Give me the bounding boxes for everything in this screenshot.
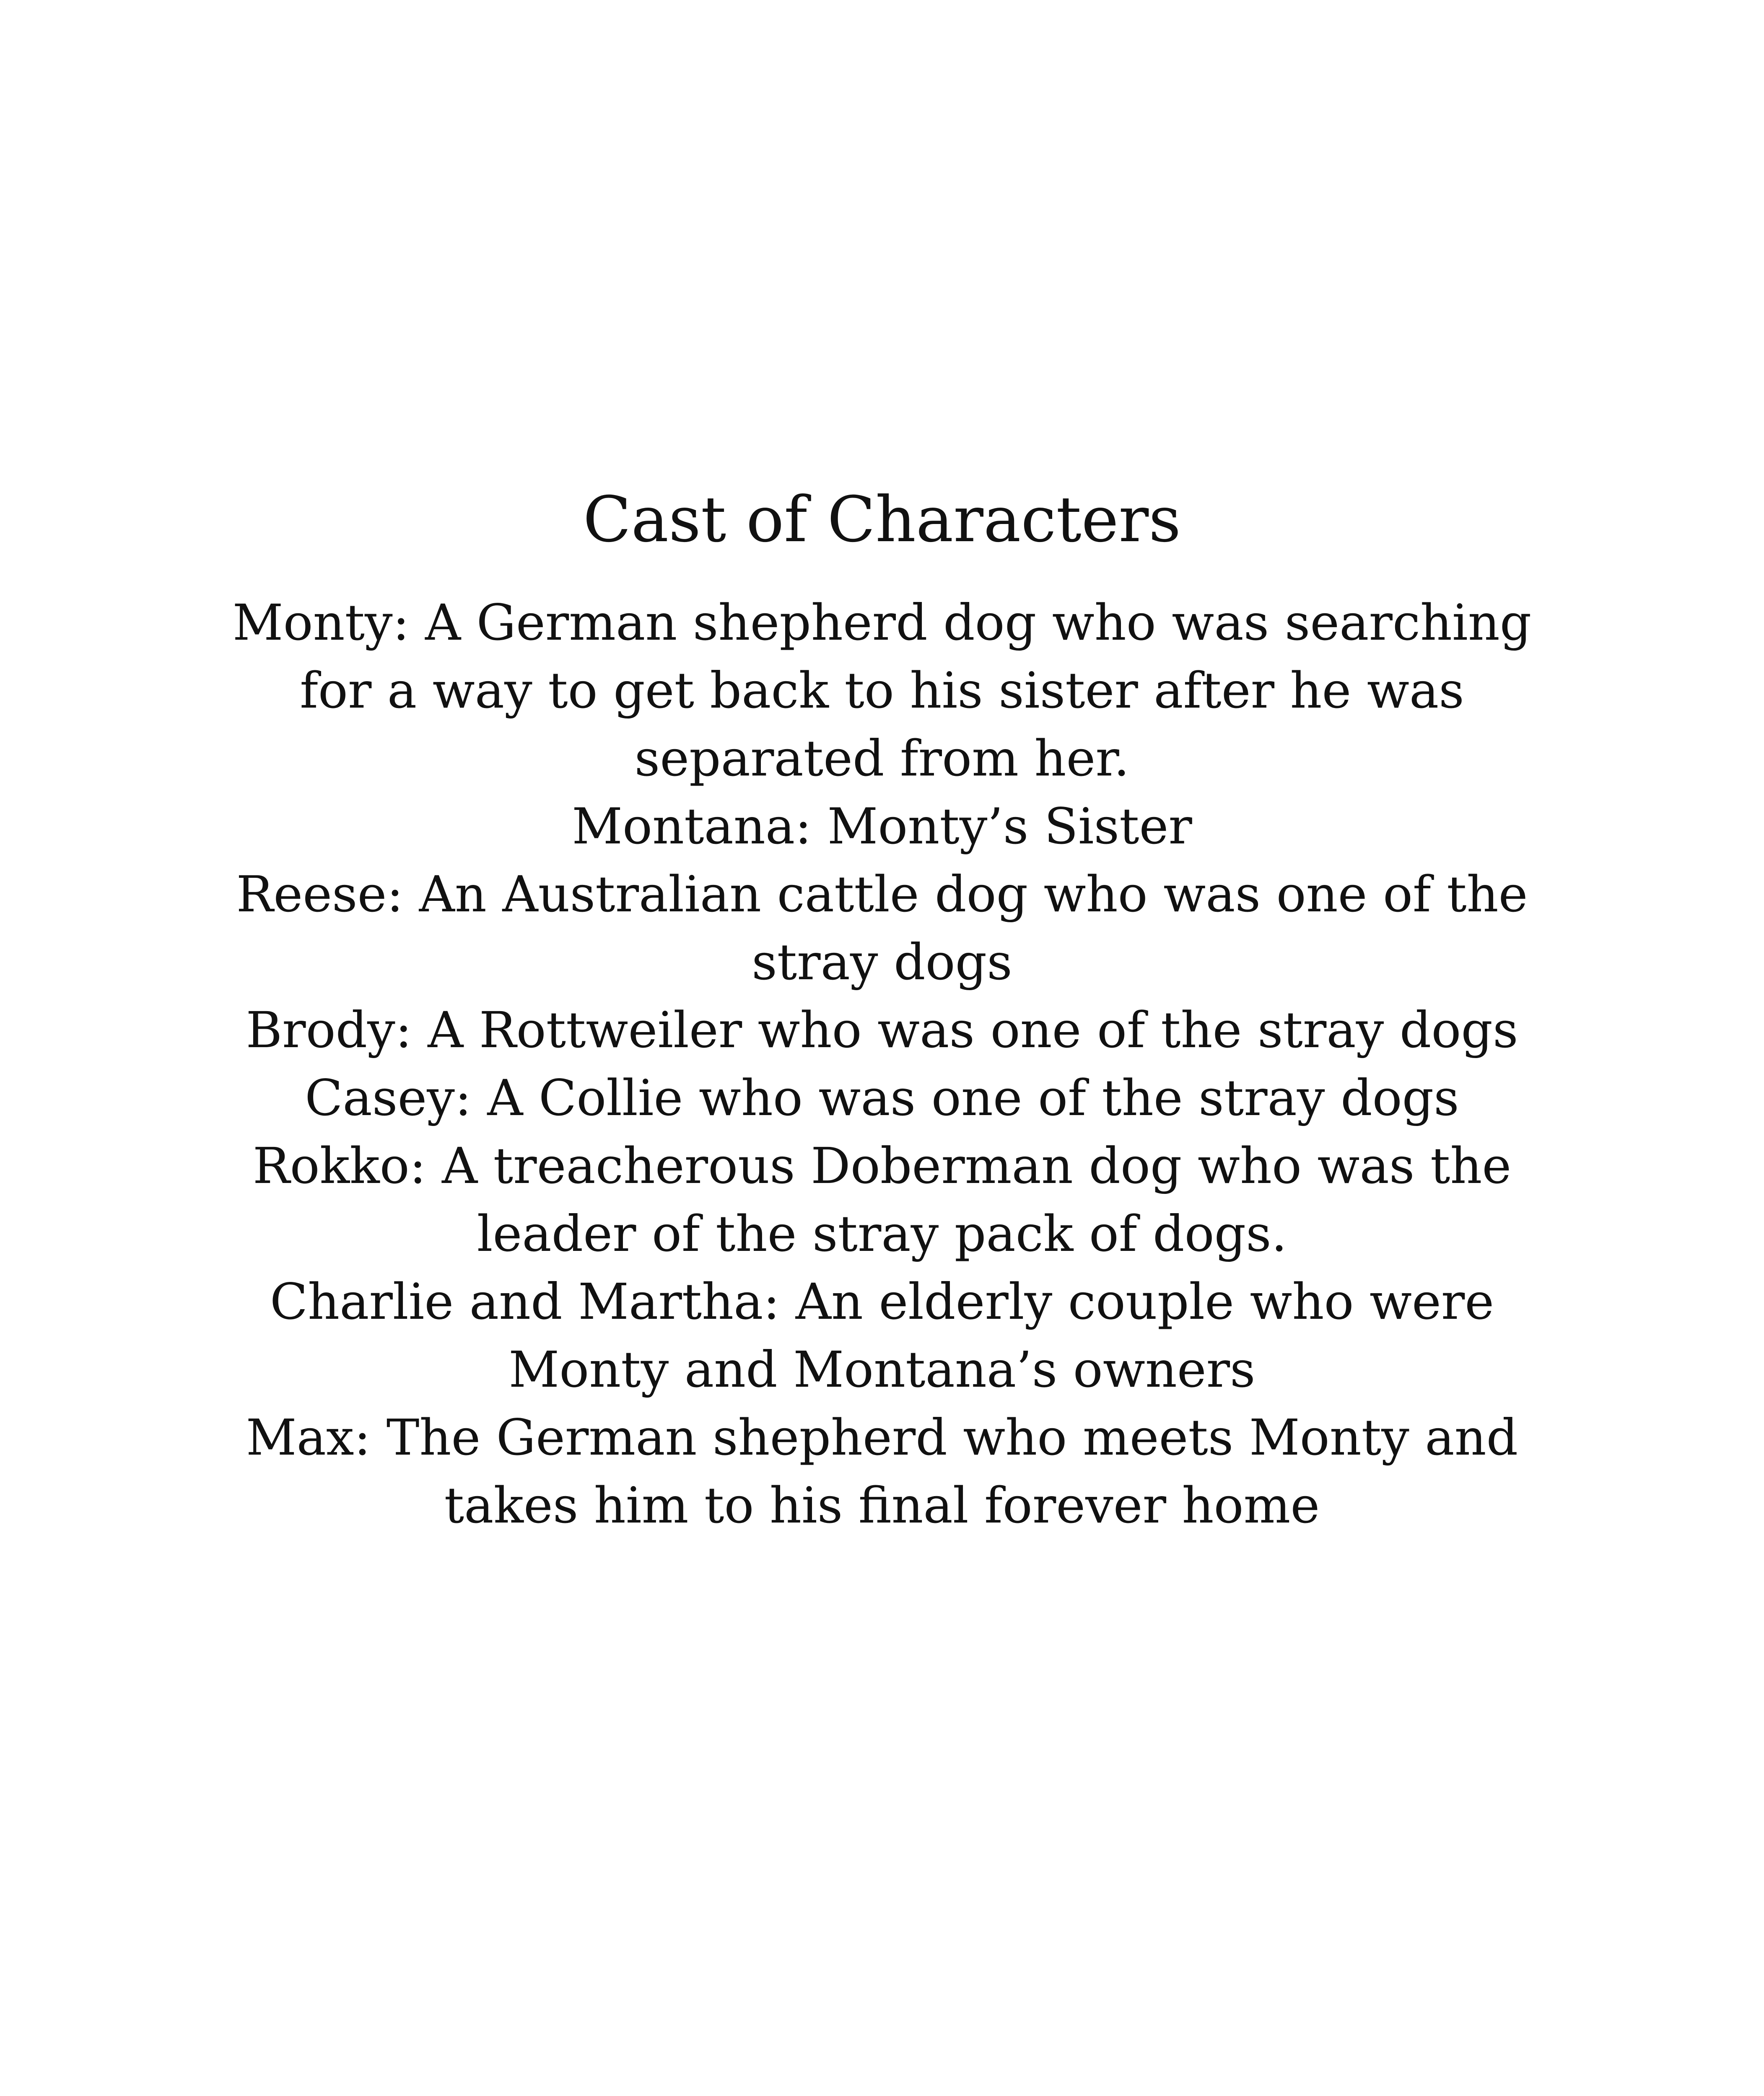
cast-entry-charlie-and-martha: Charlie and Martha: An elderly couple who were Monty and Montana’s owners [270, 1273, 1494, 1398]
cast-entry-monty: Monty: A German shepherd dog who was searching for a way to get back to his sister after he was separated from her. [232, 594, 1532, 787]
cast-list [232, 589, 1532, 1539]
cast-entry-brody: Brody: A Rottweiler who was one of the stray dogs [246, 1001, 1518, 1059]
cast-entry-rokko: Rokko: A treacherous Doberman dog who was the leader of the stray pack of dogs. [252, 1137, 1512, 1263]
cast-entry-montana: Montana: Monty’s Sister [572, 797, 1192, 855]
page-title: Cast of Characters [583, 483, 1181, 556]
cast-entry-max: Max: The German shepherd who meets Monty and takes him to his final forever home [246, 1409, 1518, 1534]
cast-entry-casey: Casey: A Collie who was one of the stray dogs [305, 1069, 1459, 1127]
cast-entry-reese: Reese: An Australian cattle dog who was one of the stray dogs [236, 865, 1528, 991]
